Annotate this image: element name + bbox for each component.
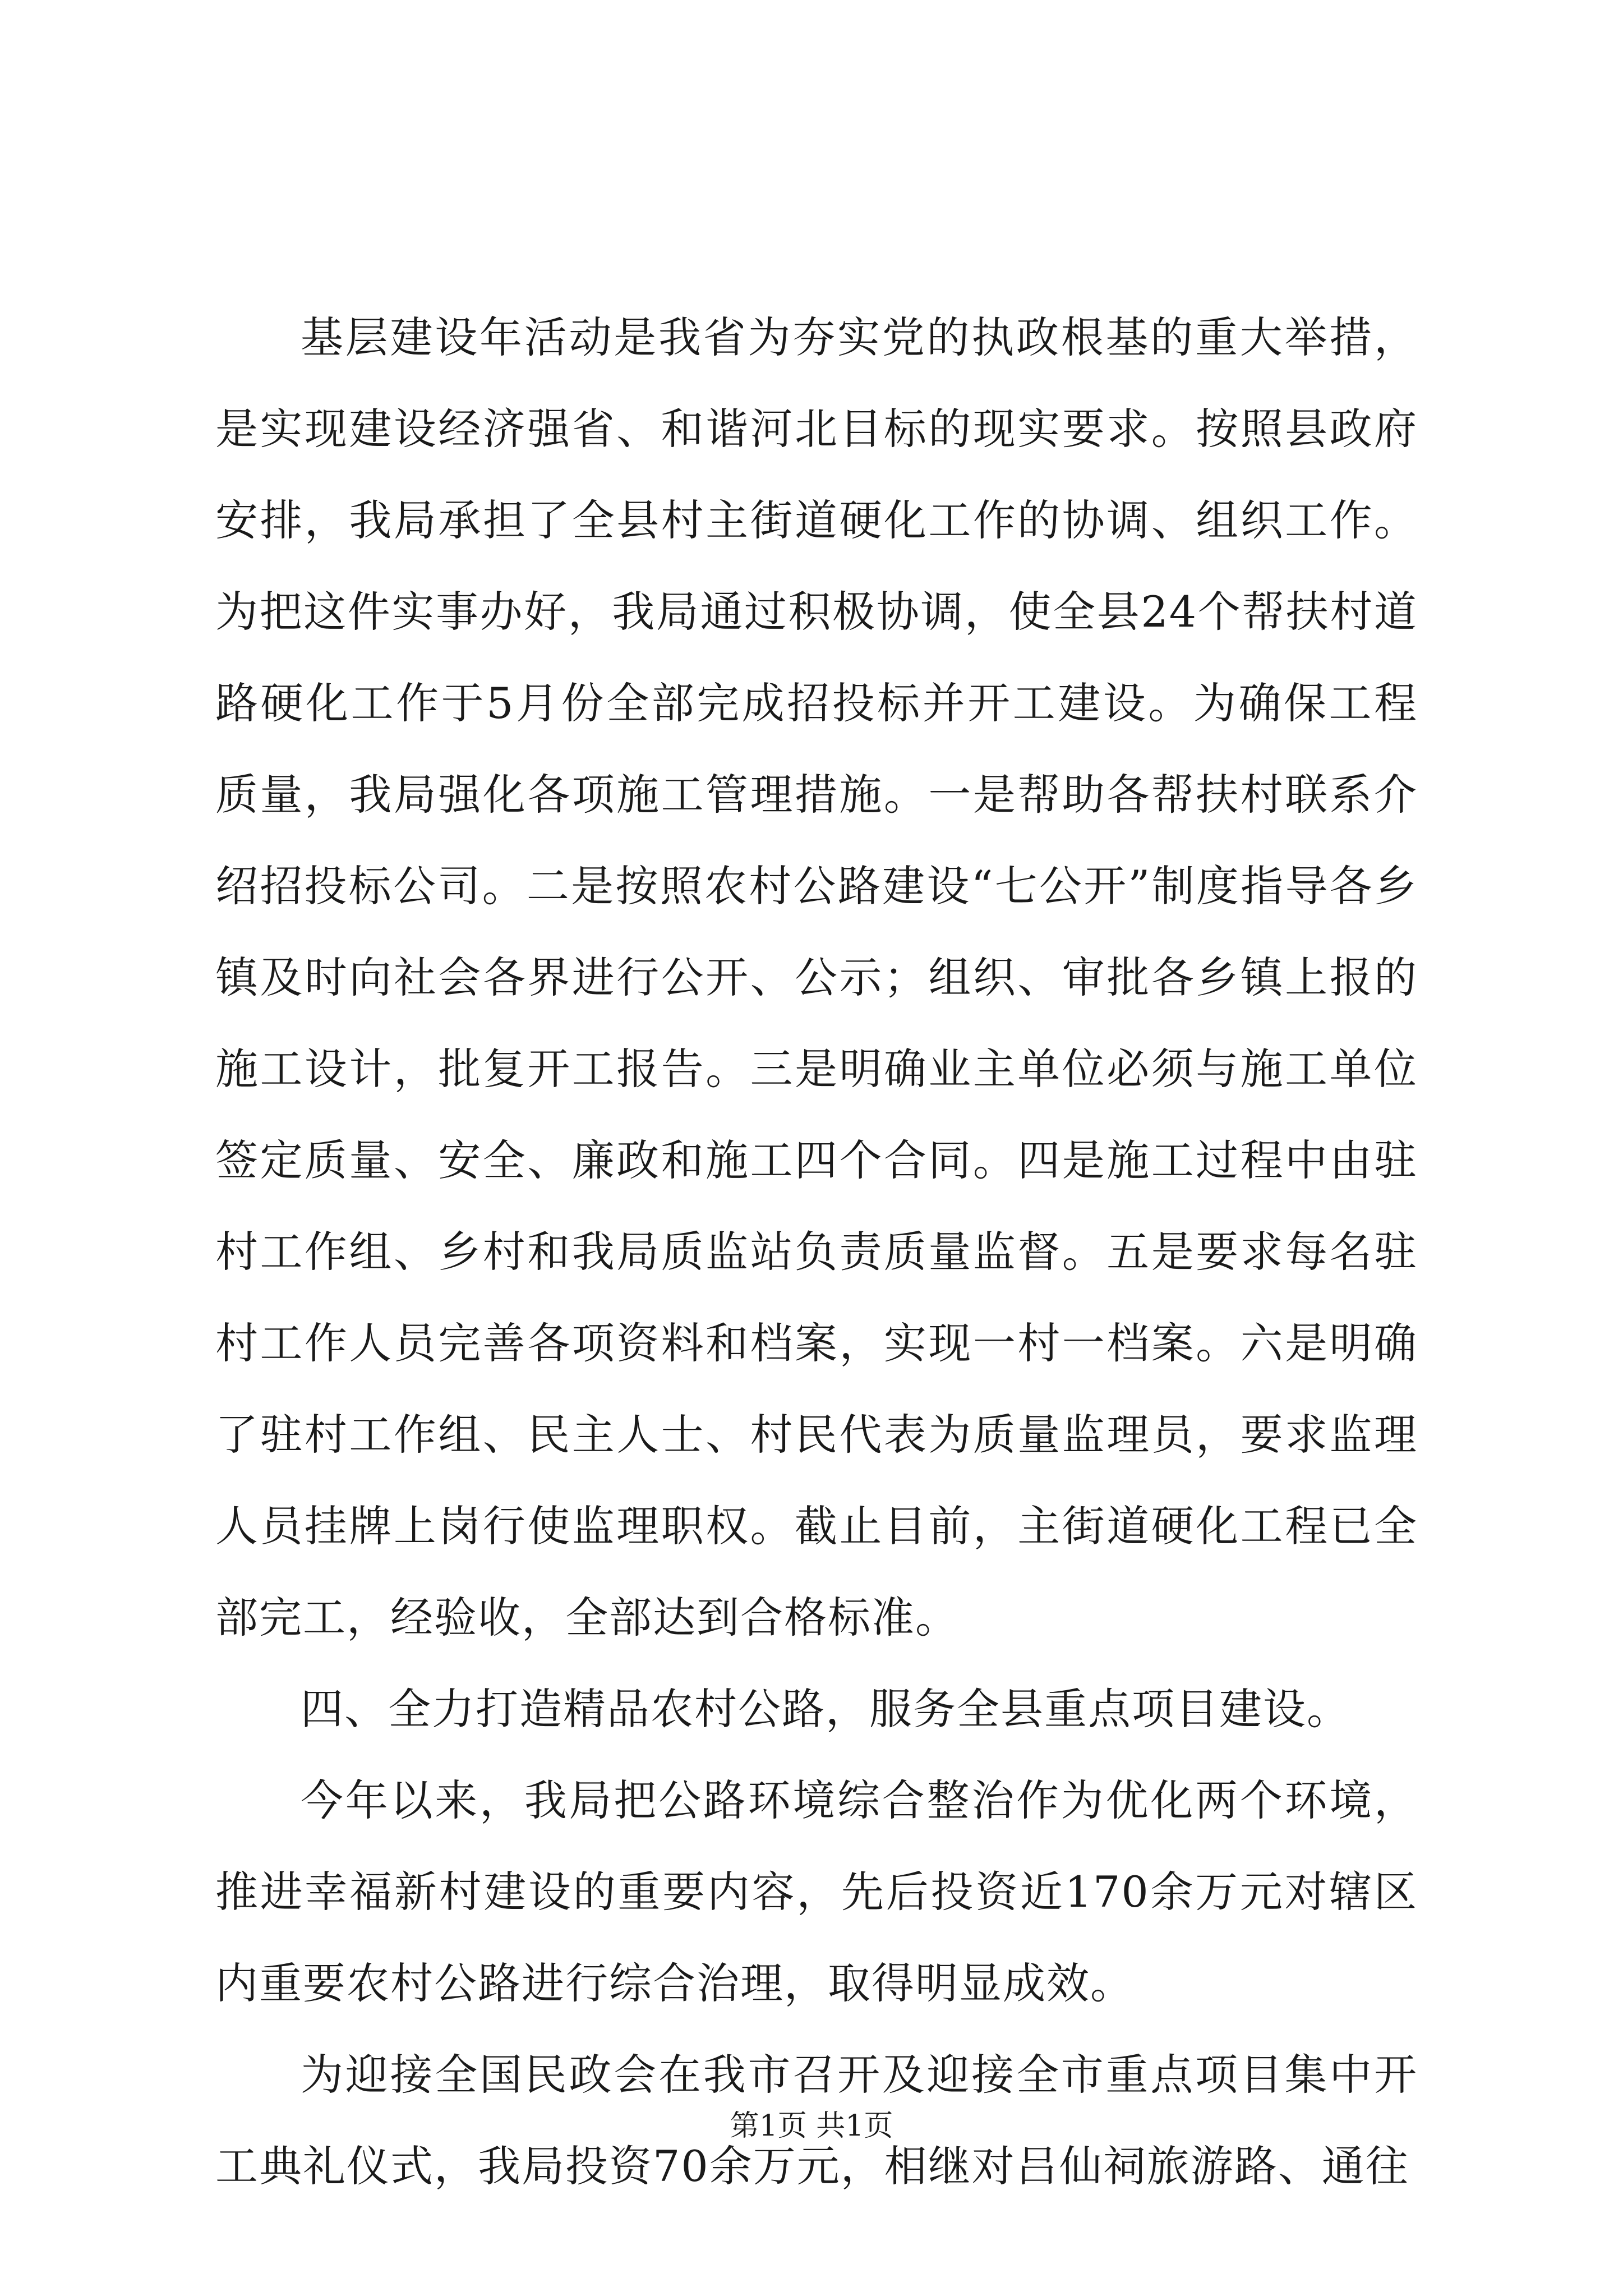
document-body: [215, 292, 1418, 2212]
paragraph-street-hardening: 基层建设年活动是我省为夯实党的执政根基的重大举措，是实现建设经济强省、和谐河北目标的现实要求。按照县政府安排，我局承担了全县村主街道硬化工作的协调、组织工作。为把这件实事办好，我局通过积极协调，使全县24个帮扶村道路硬化工作于5月份全部完成招投标并开工建设。为确保工程质量，我局强化各项施工管理措施。一是帮助各帮扶村联系介绍招投标公司。二是按照农村公路建设“七公开”制度指导各乡镇及时向社会各界进行公开、公示；组织、审批各乡镇上报的施工设计，批复开工报告。三是明确业主单位必须与施工单位签定质量、安全、廉政和施工四个合同。四是施工过程中由驻村工作组、乡村和我局质监站负责质量监督。五是要求每名驻村工作人员完善各项资料和档案，实现一村一档案。六是明确了驻村工作组、民主人士、村民代表为质量监理员，要求监理人员挂牌上岗行使监理职权。截止目前，主街道硬化工程已全部完工，经验收，全部达到合格标准。: [215, 312, 1418, 1642]
section-heading-rural-roads: 四、全力打造精品农村公路，服务全县重点项目建设。: [301, 1684, 1350, 1734]
page-number-footer: 第1页 共1页: [730, 2109, 893, 2143]
paragraph-road-environment: 今年以来，我局把公路环境综合整治作为优化两个环境，推进幸福新村建设的重要内容，先后投资近170余万元对辖区内重要农村公路进行综合治理，取得明显成效。: [215, 1775, 1418, 2008]
paragraph-civil-affairs-conference: 为迎接全国民政会在我市召开及迎接全市重点项目集中开工典礼仪式，我局投资70余万元，相继对吕仙祠旅游路、通往: [215, 2050, 1418, 2191]
